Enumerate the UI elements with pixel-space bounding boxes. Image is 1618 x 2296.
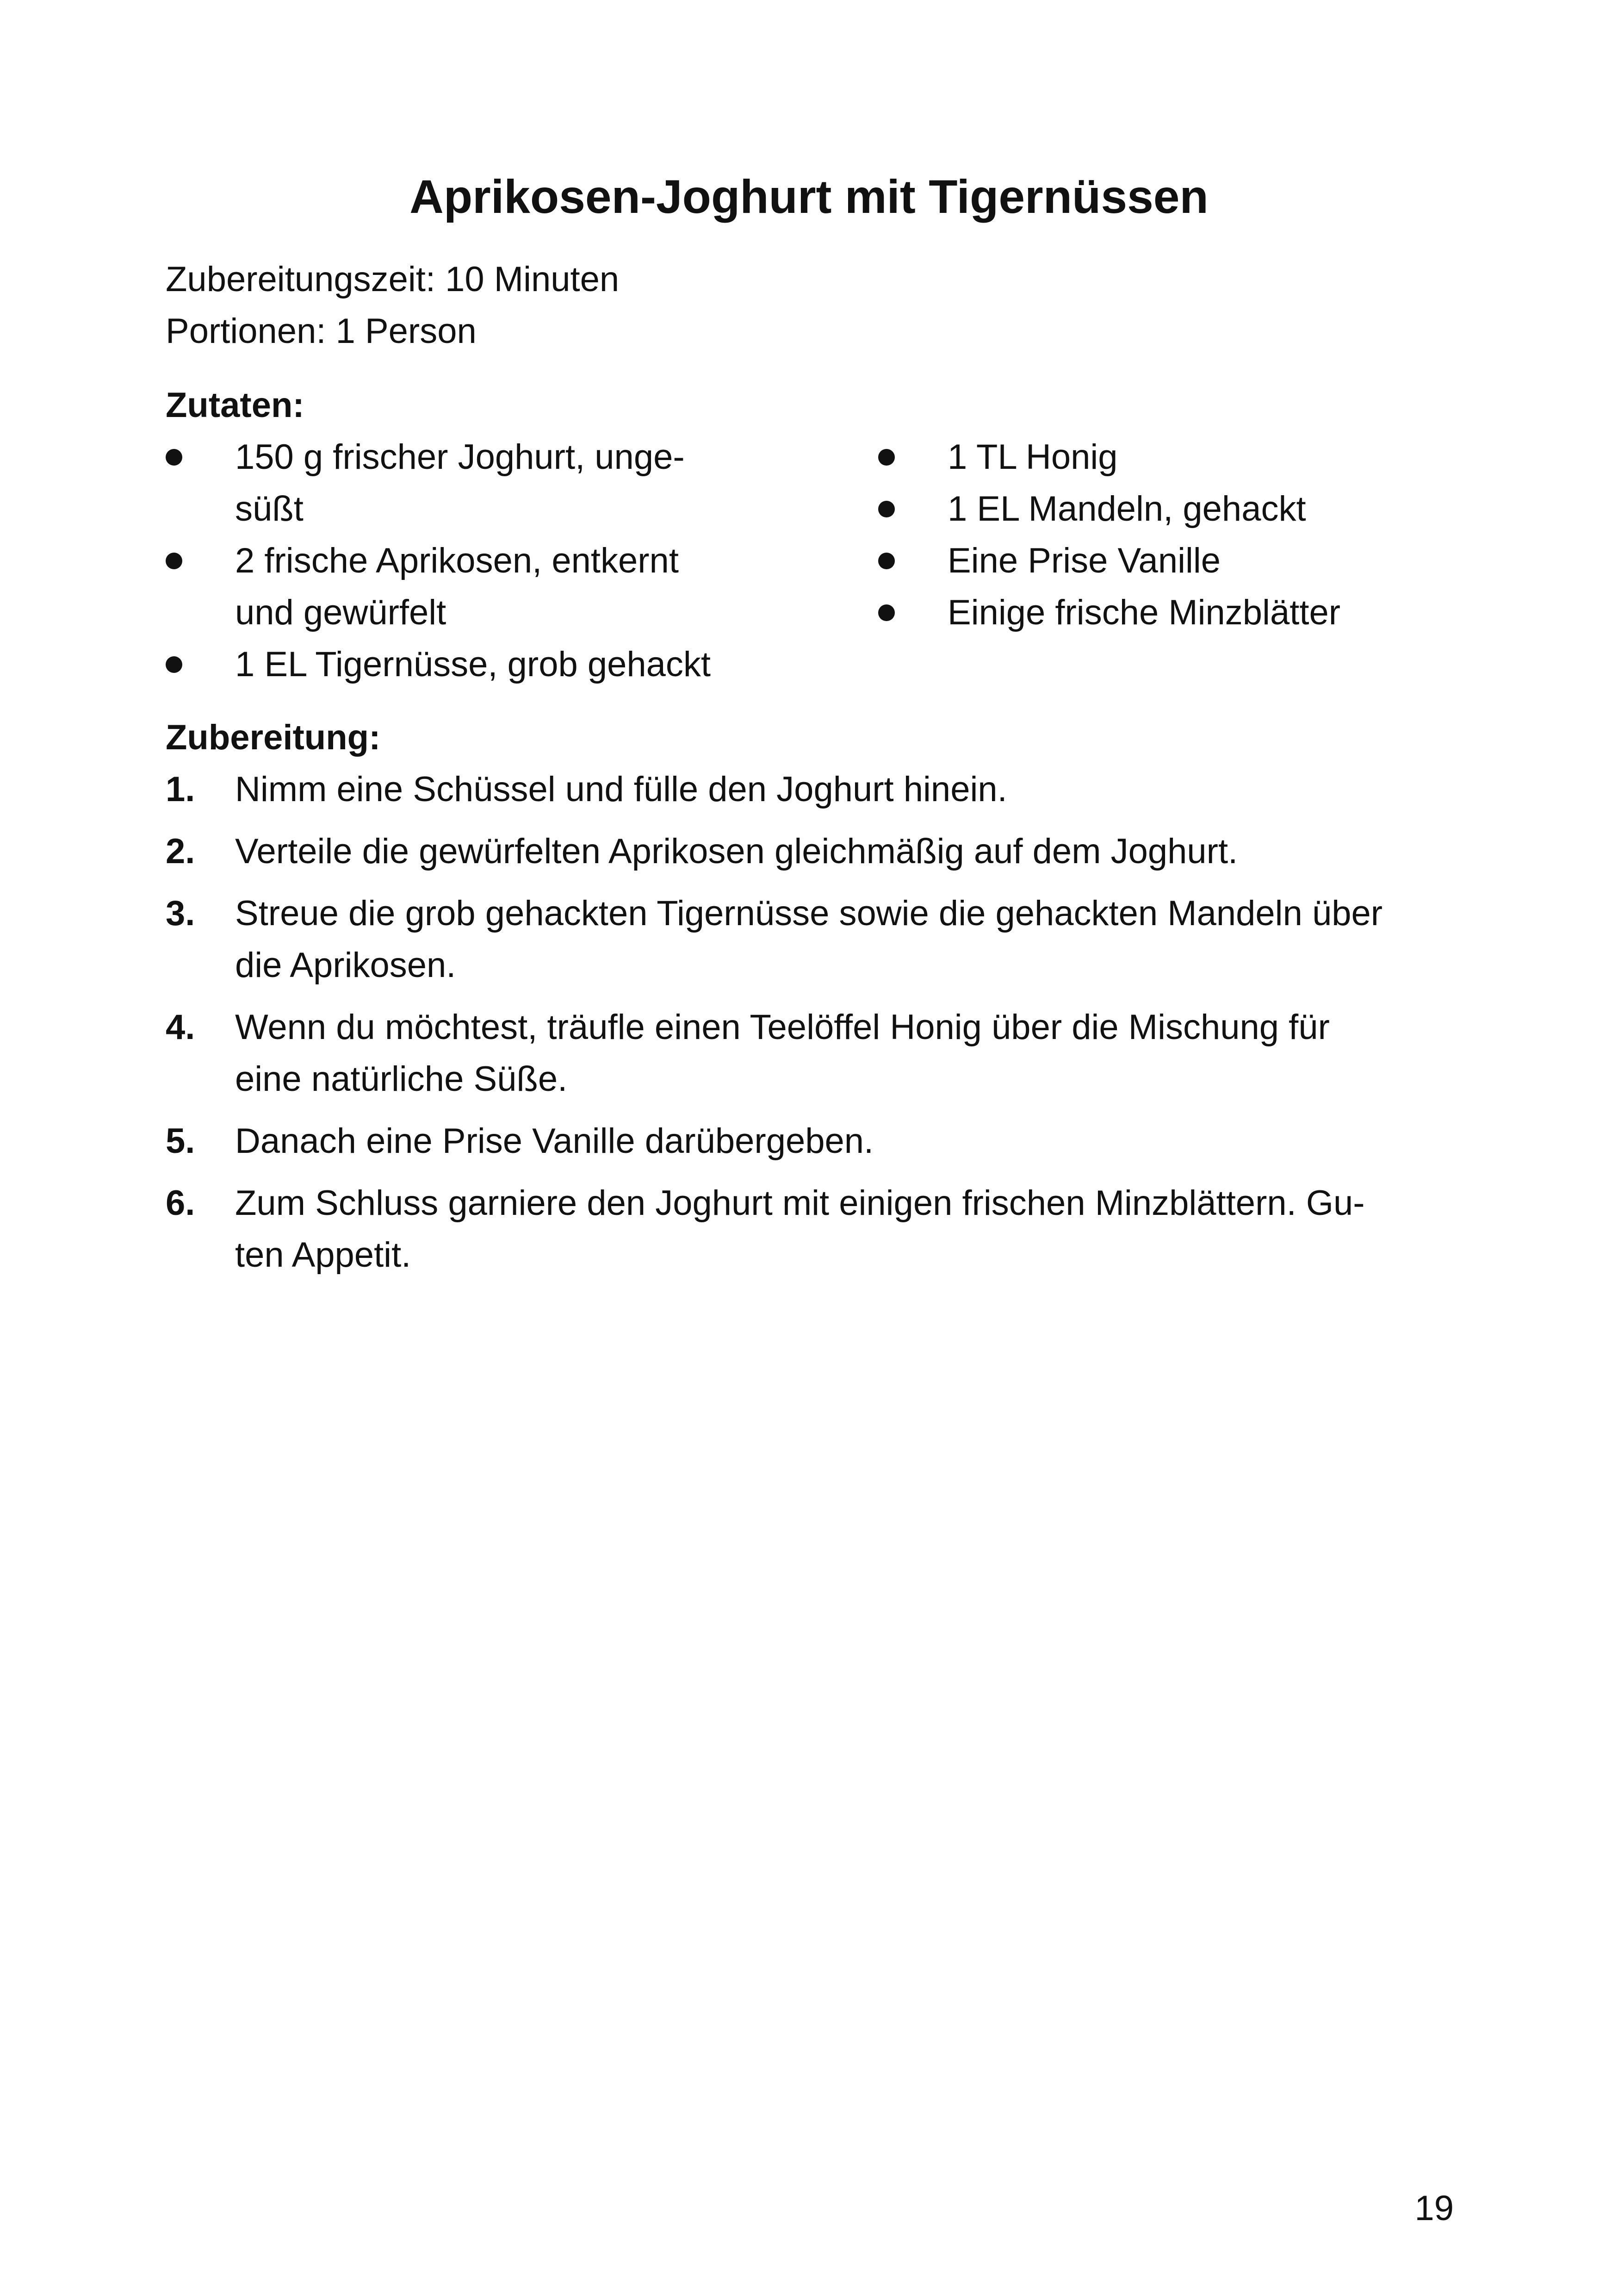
bullet-icon [878,449,895,466]
ingredient-item [878,483,1480,535]
bullet-icon [878,501,895,517]
ingredient-line: 2 frische Aprikosen, entkernt [235,541,679,580]
step-line: ten Appetit. [235,1235,411,1275]
portions: Portionen: 1 Person [166,311,477,351]
ingredient-item [878,587,1480,639]
step-number: 4. [166,1008,195,1047]
step-item [166,1115,1462,1167]
step-item [166,764,1462,815]
step-line: Danach eine Prise Vanille darübergeben. [235,1121,874,1161]
ingredients-column-right [878,431,1480,639]
step-line: Streue die grob gehackten Tigernüsse sowie die gehackten Mandeln über [235,894,1383,933]
steps-heading: Zubereitung: [166,718,381,757]
step-number: 6. [166,1183,195,1223]
ingredient-line: 150 g frischer Joghurt, unge- [235,437,685,477]
step-number: 5. [166,1121,195,1161]
ingredient-line: 1 EL Mandeln, gehackt [948,489,1306,529]
step-item [166,1177,1462,1281]
step-item [166,826,1462,877]
step-number: 1. [166,770,195,809]
ingredient-item [878,535,1480,587]
bullet-icon [878,604,895,621]
ingredients-heading: Zutaten: [166,386,304,425]
step-item [166,888,1462,991]
bullet-icon [878,553,895,569]
steps-list [166,764,1462,1291]
ingredient-item [166,639,767,691]
page-number: 19 [1414,2189,1454,2228]
recipe-meta [166,254,619,357]
ingredient-line: süßt [235,489,304,529]
step-item [166,1002,1462,1105]
ingredient-item [166,431,767,535]
step-line: Verteile die gewürfelten Aprikosen gleichmäßig auf dem Joghurt. [235,832,1238,871]
ingredient-item [878,431,1480,483]
step-number: 3. [166,894,195,933]
step-line: Zum Schluss garniere den Joghurt mit einigen frischen Minzblättern. Gu- [235,1183,1365,1223]
bullet-icon [166,449,182,466]
step-line: Wenn du möchtest, träufle einen Teelöffel Honig über die Mischung für [235,1008,1330,1047]
step-line: die Aprikosen. [235,946,456,985]
ingredients-column-left [166,431,767,691]
prep-time: Zubereitungszeit: 10 Minuten [166,260,620,299]
recipe-title: Aprikosen-Joghurt mit Tigernüssen [409,170,1209,223]
step-number: 2. [166,832,195,871]
ingredient-line: 1 EL Tigernüsse, grob gehackt [235,645,711,684]
bullet-icon [166,656,182,673]
step-line: eine natürliche Süße. [235,1059,568,1099]
bullet-icon [166,553,182,569]
ingredient-line: Eine Prise Vanille [948,541,1221,580]
ingredients-list [166,431,1461,691]
ingredient-item [166,535,767,639]
ingredient-line: und gewürfelt [235,593,446,632]
step-line: Nimm eine Schüssel und fülle den Joghurt hinein. [235,770,1007,809]
ingredient-line: Einige frische Minzblätter [948,593,1341,632]
ingredient-line: 1 TL Honig [948,437,1118,477]
